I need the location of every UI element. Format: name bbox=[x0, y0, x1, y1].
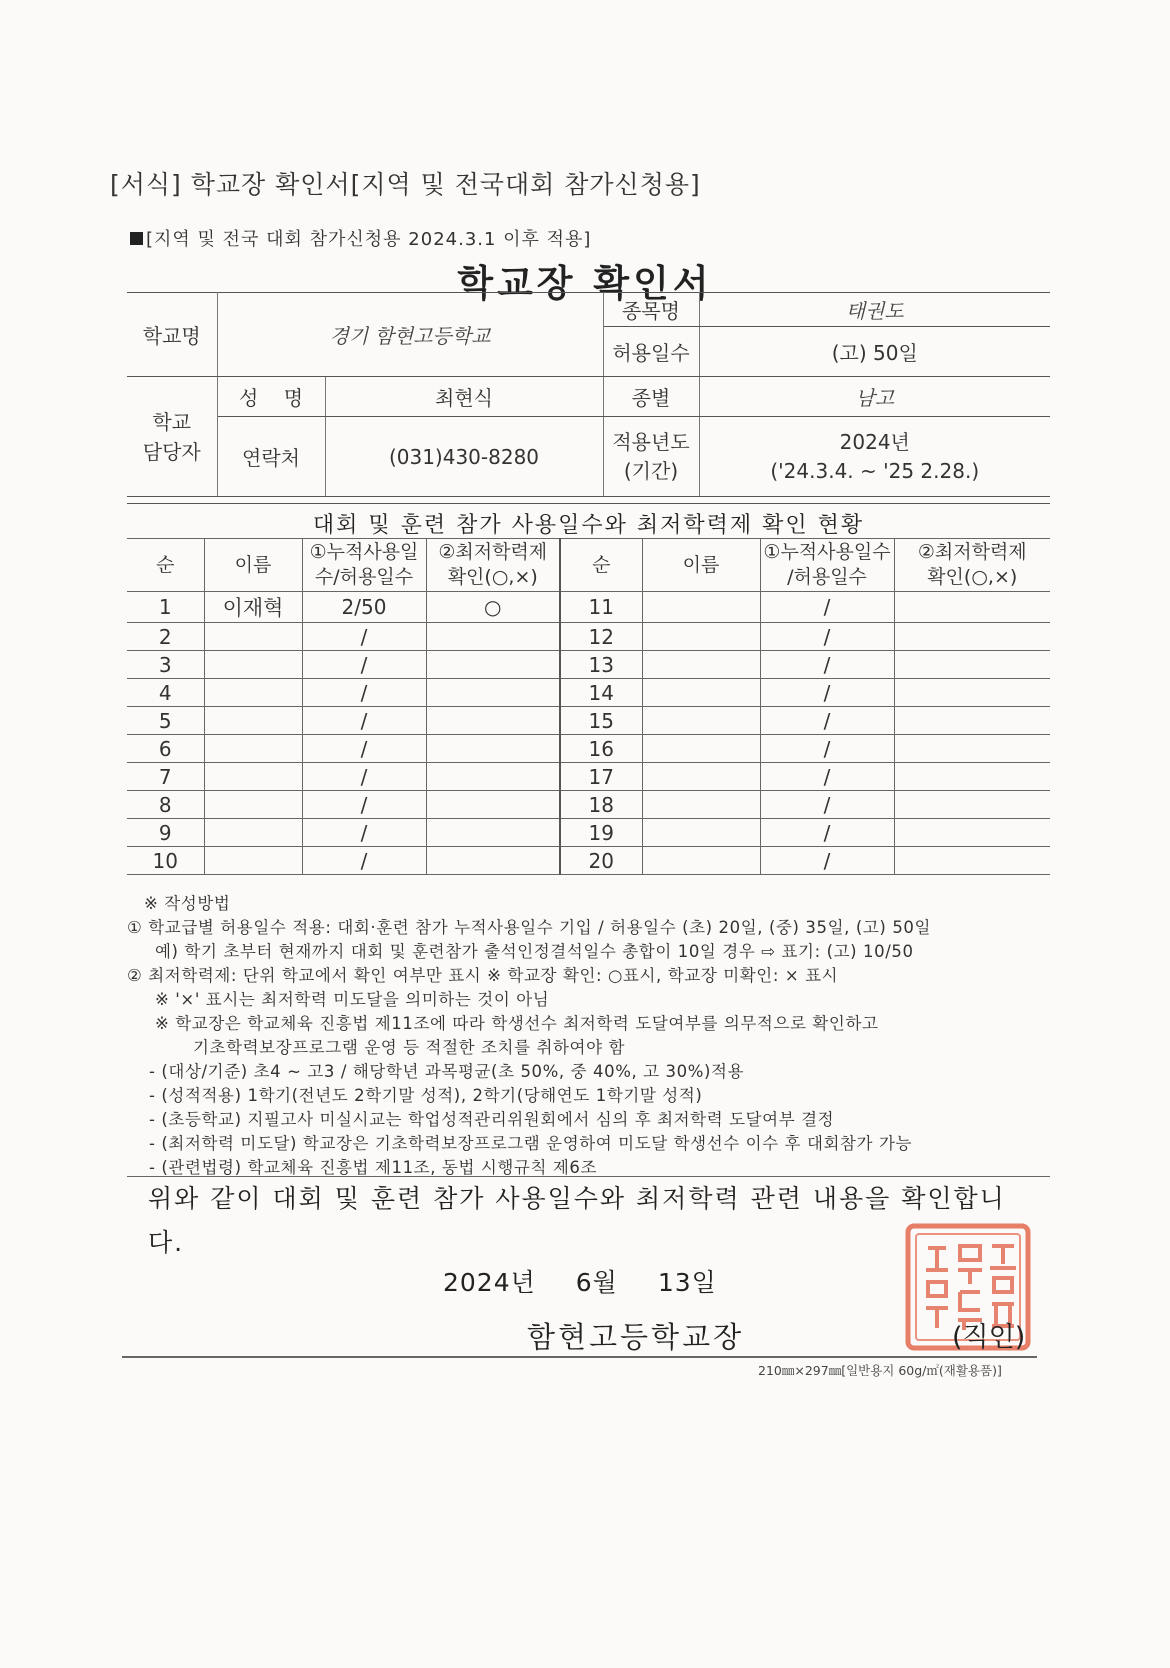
cell-l-check bbox=[426, 763, 560, 791]
school-name-value: 경기 함현고등학교 bbox=[217, 293, 603, 377]
header-no-right: 순 bbox=[560, 539, 642, 592]
allowed-days-value: (고) 50일 bbox=[699, 327, 1050, 377]
cell-r-check bbox=[894, 735, 1050, 763]
cell-r-used: / bbox=[760, 623, 894, 651]
header-used-right: ①누적사용일수 /허용일수 bbox=[760, 539, 894, 592]
contact-label: 연락처 bbox=[217, 417, 325, 497]
cell-l-check: ○ bbox=[426, 592, 560, 623]
school-info-table bbox=[127, 292, 1050, 497]
cell-r-name bbox=[642, 651, 760, 679]
cell-l-check bbox=[426, 679, 560, 707]
detail-4: - (최저학력 미도달) 학교장은 기초학력보장프로그램 운영하여 미도달 학생선수 이수 후 대회참가 가능 bbox=[149, 1134, 913, 1153]
detail-3: - (초등학교) 지필고사 미실시교는 학업성적관리위원회에서 심의 후 최저학력 도달여부 결정 bbox=[149, 1110, 835, 1129]
cell-r-used: / bbox=[760, 819, 894, 847]
cell-r-name bbox=[642, 707, 760, 735]
cell-l-check bbox=[426, 623, 560, 651]
cell-r-no: 11 bbox=[560, 592, 642, 623]
table-row bbox=[127, 651, 1050, 679]
cell-l-name: 이재혁 bbox=[204, 592, 302, 623]
table-row bbox=[127, 707, 1050, 735]
cell-l-name bbox=[204, 735, 302, 763]
table-row bbox=[127, 763, 1050, 791]
cell-r-no: 13 bbox=[560, 651, 642, 679]
note-1: ① 학교급별 허용일수 적용: 대회·훈련 참가 누적사용일수 기입 / 허용일수 (초) 20일, (중) 35일, (고) 50일 bbox=[127, 918, 932, 937]
cell-l-check bbox=[426, 819, 560, 847]
cell-l-check bbox=[426, 847, 560, 875]
cell-l-check bbox=[426, 707, 560, 735]
header-check-left: ②최저학력제 확인(○,×) bbox=[426, 539, 560, 592]
cell-l-used: / bbox=[302, 679, 426, 707]
cell-l-no: 1 bbox=[127, 592, 204, 623]
cell-r-no: 15 bbox=[560, 707, 642, 735]
cell-r-no: 14 bbox=[560, 679, 642, 707]
instructions bbox=[127, 892, 1050, 1180]
cell-r-name bbox=[642, 592, 760, 623]
cell-l-name bbox=[204, 679, 302, 707]
cell-l-name bbox=[204, 707, 302, 735]
gender-label: 종별 bbox=[603, 377, 699, 417]
cell-l-no: 6 bbox=[127, 735, 204, 763]
cell-r-check bbox=[894, 791, 1050, 819]
cell-r-check bbox=[894, 651, 1050, 679]
cell-l-no: 10 bbox=[127, 847, 204, 875]
paper-spec: 210㎜×297㎜[일반용지 60g/㎡(재활용품)] bbox=[758, 1363, 1002, 1378]
cell-l-used: / bbox=[302, 623, 426, 651]
cell-r-name bbox=[642, 847, 760, 875]
table-body bbox=[127, 592, 1050, 875]
cell-r-check bbox=[894, 763, 1050, 791]
cell-r-no: 19 bbox=[560, 819, 642, 847]
cell-l-no: 8 bbox=[127, 791, 204, 819]
cell-r-name bbox=[642, 819, 760, 847]
header-name-left: 이름 bbox=[204, 539, 302, 592]
cell-r-used: / bbox=[760, 707, 894, 735]
cell-l-name bbox=[204, 819, 302, 847]
period-year: 2024년 bbox=[839, 429, 910, 454]
cell-r-used: / bbox=[760, 651, 894, 679]
issue-date bbox=[443, 1263, 757, 1299]
cell-r-used: / bbox=[760, 735, 894, 763]
cell-r-no: 17 bbox=[560, 763, 642, 791]
cell-r-used: / bbox=[760, 847, 894, 875]
note-2-a: ※ '×' 표시는 최저학력 미도달을 의미하는 것이 아님 bbox=[155, 990, 550, 1009]
event-value: 태권도 bbox=[699, 293, 1050, 327]
period-range: ('24.3.4. ~ '25 2.28.) bbox=[770, 458, 980, 483]
date-year: 2024년 bbox=[443, 1268, 536, 1297]
participation-table bbox=[127, 538, 1050, 875]
header-no-left: 순 bbox=[127, 539, 204, 592]
cell-l-name bbox=[204, 847, 302, 875]
cell-l-check bbox=[426, 735, 560, 763]
cell-l-used: / bbox=[302, 791, 426, 819]
table-row bbox=[127, 679, 1050, 707]
cell-r-name bbox=[642, 791, 760, 819]
cell-l-used: / bbox=[302, 735, 426, 763]
note-2-b2: 기초학력보장프로그램 운영 등 적절한 조치를 취하여야 함 bbox=[193, 1038, 626, 1057]
cell-r-used: / bbox=[760, 679, 894, 707]
cell-r-no: 20 bbox=[560, 847, 642, 875]
notes-heading: ※ 작성방법 bbox=[144, 894, 231, 913]
cell-r-name bbox=[642, 763, 760, 791]
cell-l-check bbox=[426, 791, 560, 819]
status-title: 대회 및 훈련 참가 사용일수와 최저학력제 확인 현황 bbox=[127, 503, 1050, 539]
cell-r-check bbox=[894, 592, 1050, 623]
seal-label: (직인) bbox=[952, 1322, 1026, 1353]
subheader-text: [지역 및 전국 대회 참가신청용 2024.3.1 이후 적용] bbox=[146, 229, 592, 250]
cell-r-no: 16 bbox=[560, 735, 642, 763]
table-row bbox=[127, 819, 1050, 847]
cell-r-check bbox=[894, 707, 1050, 735]
cell-r-no: 12 bbox=[560, 623, 642, 651]
gender-value: 남고 bbox=[699, 377, 1050, 417]
cell-l-used: / bbox=[302, 847, 426, 875]
manager-label: 학교 담당자 bbox=[127, 377, 217, 497]
cell-l-no: 2 bbox=[127, 623, 204, 651]
note-1-example: 예) 학기 초부터 현재까지 대회 및 훈련참가 출석인정결석일수 총합이 10일 경우 ⇨ 표기: (고) 10/50 bbox=[155, 942, 914, 961]
cell-r-check bbox=[894, 819, 1050, 847]
date-month: 6월 bbox=[575, 1268, 618, 1297]
subheader bbox=[130, 225, 591, 251]
header-name-right: 이름 bbox=[642, 539, 760, 592]
cell-l-name bbox=[204, 791, 302, 819]
cell-l-no: 3 bbox=[127, 651, 204, 679]
table-row bbox=[127, 847, 1050, 875]
cell-r-check bbox=[894, 623, 1050, 651]
square-bullet-icon bbox=[130, 232, 143, 245]
table-row bbox=[127, 592, 1050, 623]
cell-l-used: / bbox=[302, 707, 426, 735]
form-header: [서식] 학교장 확인서[지역 및 전국대회 참가신청용] bbox=[110, 170, 701, 199]
school-name-label: 학교명 bbox=[127, 293, 217, 377]
contact-value: (031)430-8280 bbox=[325, 417, 603, 497]
period-label: 적용년도 (기간) bbox=[603, 417, 699, 497]
cell-l-no: 9 bbox=[127, 819, 204, 847]
confirmation-text: 위와 같이 대회 및 훈련 참가 사용일수와 최저학력 관련 내용을 확인합니다. bbox=[148, 1184, 1006, 1257]
table-row bbox=[127, 623, 1050, 651]
table-row bbox=[127, 791, 1050, 819]
cell-l-check bbox=[426, 651, 560, 679]
bottom-rule bbox=[122, 1356, 1037, 1358]
cell-r-no: 18 bbox=[560, 791, 642, 819]
cell-r-used: / bbox=[760, 763, 894, 791]
cell-r-used: / bbox=[760, 791, 894, 819]
cell-l-no: 4 bbox=[127, 679, 204, 707]
document-title: 학교장 확인서 bbox=[457, 262, 713, 305]
date-day: 13일 bbox=[657, 1268, 717, 1297]
detail-5: - (관련법령) 학교체육 진흥법 제11조, 동법 시행규칙 제6조 bbox=[149, 1158, 597, 1177]
table-row bbox=[127, 735, 1050, 763]
cell-l-used: / bbox=[302, 819, 426, 847]
cell-l-name bbox=[204, 763, 302, 791]
detail-2: - (성적적용) 1학기(전년도 2학기말 성적), 2학기(당해연도 1학기말 성적) bbox=[149, 1086, 703, 1105]
name-label: 성 명 bbox=[217, 377, 325, 417]
cell-r-name bbox=[642, 679, 760, 707]
cell-r-check bbox=[894, 679, 1050, 707]
cell-l-used: / bbox=[302, 763, 426, 791]
name-value: 최현식 bbox=[325, 377, 603, 417]
header-used-left: ①누적사용일 수/허용일수 bbox=[302, 539, 426, 592]
event-label: 종목명 bbox=[603, 293, 699, 327]
period-value bbox=[699, 417, 1050, 497]
header-check-right: ②최저학력제 확인(○,×) bbox=[894, 539, 1050, 592]
cell-r-check bbox=[894, 847, 1050, 875]
note-2: ② 최저학력제: 단위 학교에서 확인 여부만 표시 ※ 학교장 확인: ○표시, 학교장 미확인: × 표시 bbox=[127, 966, 839, 985]
cell-l-used: / bbox=[302, 651, 426, 679]
detail-1: - (대상/기준) 초4 ~ 고3 / 해당학년 과목평균(초 50%, 중 40%, 고 30%)적용 bbox=[149, 1062, 745, 1081]
allowed-days-label: 허용일수 bbox=[603, 327, 699, 377]
cell-r-used: / bbox=[760, 592, 894, 623]
cell-l-no: 5 bbox=[127, 707, 204, 735]
cell-r-name bbox=[642, 735, 760, 763]
cell-l-no: 7 bbox=[127, 763, 204, 791]
principal-name: 함현고등학교장 bbox=[527, 1320, 745, 1354]
cell-r-name bbox=[642, 623, 760, 651]
cell-l-name bbox=[204, 651, 302, 679]
cell-l-name bbox=[204, 623, 302, 651]
cell-l-used: 2/50 bbox=[302, 592, 426, 623]
note-2-b: ※ 학교장은 학교체육 진흥법 제11조에 따라 학생선수 최저학력 도달여부를 의무적으로 확인하고 bbox=[155, 1014, 879, 1033]
